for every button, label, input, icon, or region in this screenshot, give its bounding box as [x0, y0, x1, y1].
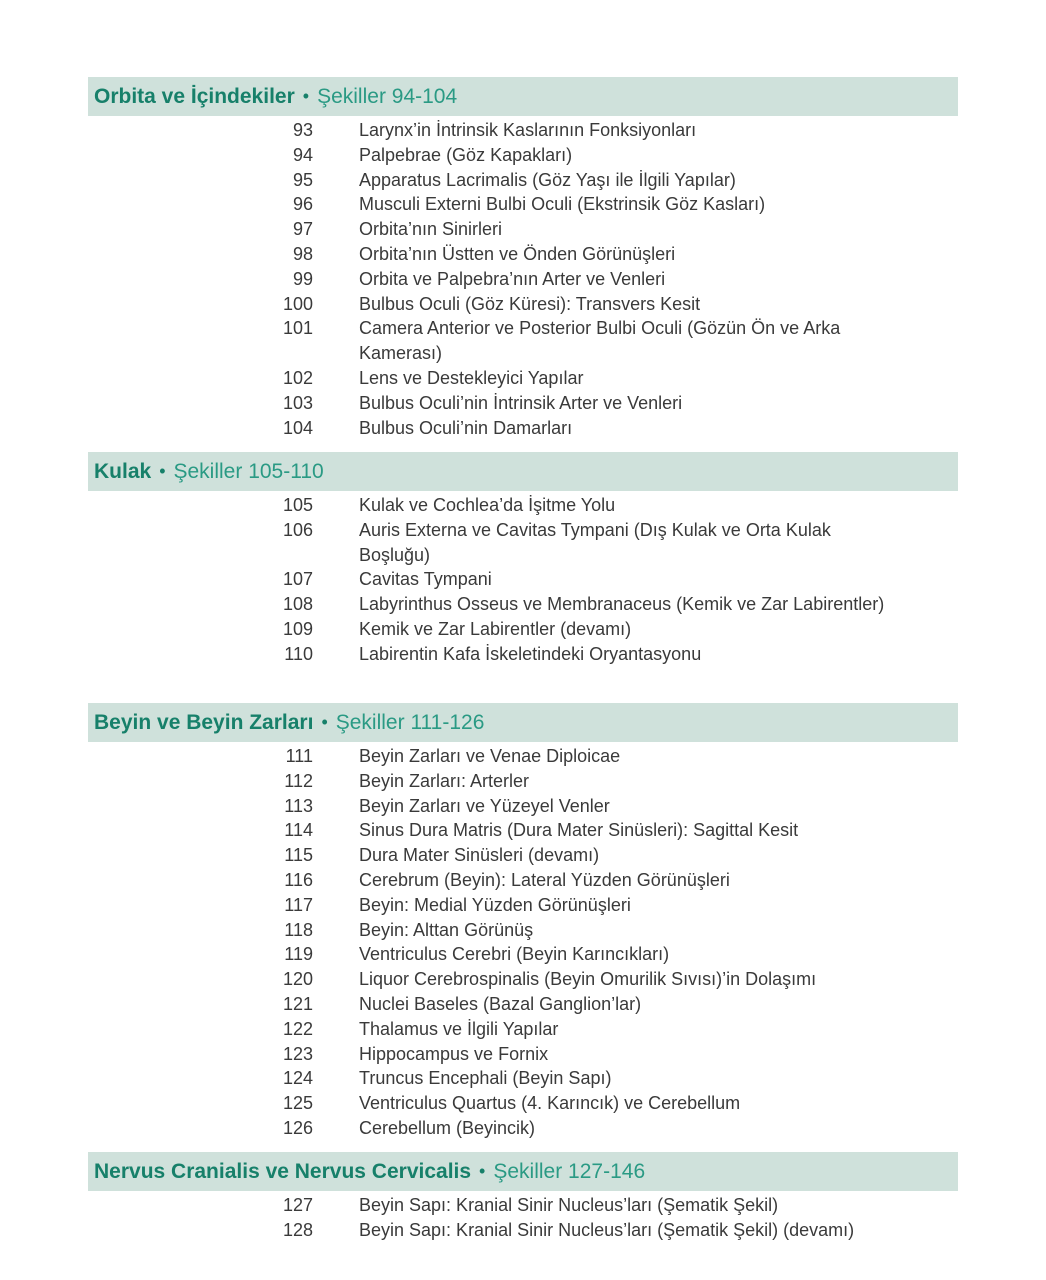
figure-title: Cerebrum (Beyin): Lateral Yüzden Görünüşleri	[359, 869, 730, 890]
bullet-separator: •	[302, 86, 310, 106]
section-entries-orbita	[0, 118, 1046, 440]
section-header-orbita	[88, 77, 958, 116]
toc-entry[interactable]	[0, 1042, 1046, 1067]
figure-title: Bulbus Oculi’nin İntrinsik Arter ve Venleri	[359, 392, 683, 413]
figure-title: Ventriculus Cerebri (Beyin Karıncıkları)	[359, 944, 670, 965]
figure-number: 121	[282, 993, 313, 1014]
bullet-separator: •	[321, 712, 328, 732]
figure-title: Beyin Zarları ve Venae Diploicae	[359, 746, 621, 766]
figure-title: Bulbus Oculi’nin Damarları	[359, 417, 573, 438]
toc-entry[interactable]	[0, 118, 1046, 143]
figure-title: Apparatus Lacrimalis (Göz Yaşı ile İlgili Yapılar)	[359, 169, 736, 190]
section-entries-kulak	[0, 493, 1046, 667]
section-figure-range: Şekiller 94-104	[317, 84, 458, 108]
figure-number: 103	[282, 392, 313, 413]
figure-number: 106	[282, 519, 313, 540]
figure-number: 107	[282, 569, 313, 590]
section-entries-beyin	[0, 744, 1046, 1141]
figure-number: 116	[284, 869, 313, 890]
section-figure-range: Şekiller 127-146	[493, 1159, 646, 1183]
figure-title: Lens ve Destekleyici Yapılar	[359, 367, 584, 388]
figure-title: Beyin: Alttan Görünüş	[359, 919, 534, 940]
toc-entry[interactable]	[0, 143, 1046, 168]
toc-entry[interactable]	[0, 769, 1046, 794]
toc-entry[interactable]	[0, 617, 1046, 642]
toc-entry[interactable]	[0, 493, 1046, 518]
section-title: Kulak	[94, 459, 152, 483]
figure-number: 128	[282, 1219, 313, 1240]
section-header-nervus	[88, 1152, 958, 1191]
toc-entry[interactable]	[0, 168, 1046, 193]
section-figure-range: Şekiller 105-110	[173, 459, 324, 483]
figure-number: 117	[284, 894, 313, 915]
figure-number: 112	[284, 770, 313, 791]
figure-number: 102	[282, 367, 313, 388]
toc-entry[interactable]	[0, 942, 1046, 967]
toc-entry[interactable]	[0, 744, 1046, 769]
section-title: Nervus Cranialis ve Nervus Cervicalis	[94, 1159, 472, 1183]
figure-number: 127	[282, 1195, 313, 1215]
toc-entry[interactable]	[0, 592, 1046, 617]
figure-title: Palpebrae (Göz Kapakları)	[359, 144, 573, 165]
figure-title: Camera Anterior ve Posterior Bulbi Oculi (Gözün Ön ve Arka Kamerası)	[359, 318, 841, 364]
figure-number: 96	[292, 194, 313, 215]
figure-number: 110	[284, 643, 313, 664]
toc-entry[interactable]	[0, 967, 1046, 992]
section-header-beyin	[88, 703, 958, 742]
section-header-kulak	[88, 452, 958, 491]
toc-entry[interactable]	[0, 192, 1046, 217]
toc-entry[interactable]	[0, 818, 1046, 843]
figure-title: Auris Externa ve Cavitas Tympani (Dış Kulak ve Orta Kulak Boşluğu)	[359, 519, 831, 565]
figure-number: 94	[292, 144, 313, 165]
figure-number: 120	[282, 969, 313, 990]
figure-title: Orbita’nın Sinirleri	[359, 219, 503, 240]
figure-title: Kemik ve Zar Labirentler (devamı)	[359, 618, 632, 639]
toc-entry[interactable]	[0, 868, 1046, 893]
figure-number: 108	[282, 594, 313, 615]
toc-entry[interactable]	[0, 992, 1046, 1017]
figure-number: 98	[292, 243, 313, 264]
figure-number: 95	[292, 169, 313, 190]
bullet-separator: •	[159, 461, 166, 481]
figure-title: Ventriculus Quartus (4. Karıncık) ve Cerebellum	[359, 1093, 741, 1114]
section-title: Beyin ve Beyin Zarları	[94, 710, 314, 734]
figure-number: 119	[284, 944, 313, 965]
figure-number: 101	[282, 318, 313, 339]
figure-title: Liquor Cerebrospinalis (Beyin Omurilik Sıvısı)’in Dolaşımı	[359, 969, 817, 990]
bullet-separator: •	[479, 1161, 486, 1181]
figure-number: 105	[282, 495, 313, 515]
figure-number: 114	[284, 820, 313, 841]
figure-title: Sinus Dura Matris (Dura Mater Sinüsleri): Sagittal Kesit	[359, 820, 799, 841]
figure-number: 109	[282, 618, 313, 639]
figure-title: Beyin Sapı: Kranial Sinir Nucleus’ları (Şematik Şekil) (devamı)	[359, 1219, 855, 1240]
figure-title: Cerebellum (Beyincik)	[359, 1117, 536, 1138]
figure-title: Orbita’nın Üstten ve Önden Görünüşleri	[359, 243, 676, 264]
figure-title: Thalamus ve İlgili Yapılar	[359, 1018, 559, 1039]
figure-title: Beyin: Medial Yüzden Görünüşleri	[359, 894, 631, 915]
figure-number: 124	[282, 1068, 313, 1089]
figure-title: Orbita ve Palpebra’nın Arter ve Venleri	[359, 268, 666, 289]
toc-entry[interactable]	[0, 1193, 1046, 1218]
figure-title: Kulak ve Cochlea’da İşitme Yolu	[359, 495, 616, 515]
toc-entry[interactable]	[0, 316, 1046, 366]
figure-number: 123	[282, 1043, 313, 1064]
figure-number: 113	[284, 795, 313, 816]
toc-entry[interactable]	[0, 1017, 1046, 1042]
figure-number: 125	[282, 1093, 313, 1114]
figure-number: 126	[282, 1117, 313, 1138]
section-entries-nervus	[0, 1193, 1046, 1243]
toc-entry[interactable]	[0, 893, 1046, 918]
toc-entry[interactable]	[0, 267, 1046, 292]
toc-entry[interactable]	[0, 518, 1046, 568]
toc-entry[interactable]	[0, 1066, 1046, 1091]
toc-entry[interactable]	[0, 567, 1046, 592]
figure-title: Beyin Zarları ve Yüzeyel Venler	[359, 795, 610, 816]
figure-title: Nuclei Baseles (Bazal Ganglion’lar)	[359, 993, 642, 1014]
figure-title: Bulbus Oculi (Göz Küresi): Transvers Kesit	[359, 293, 701, 314]
figure-number: 93	[292, 120, 313, 140]
figure-title: Truncus Encephali (Beyin Sapı)	[359, 1068, 612, 1089]
figure-title: Larynx’in İntrinsik Kaslarının Fonksiyonları	[359, 120, 697, 140]
toc-entry[interactable]	[0, 1218, 1046, 1243]
figure-number: 115	[284, 845, 313, 866]
figure-number: 100	[282, 293, 313, 314]
figure-number: 118	[284, 919, 313, 940]
toc-entry[interactable]	[0, 1116, 1046, 1141]
figure-title: Labirentin Kafa İskeletindeki Oryantasyonu	[359, 643, 702, 664]
figure-title: Labyrinthus Osseus ve Membranaceus (Kemik ve Zar Labirentler)	[359, 594, 885, 615]
toc-entry[interactable]	[0, 242, 1046, 267]
toc-entry[interactable]	[0, 843, 1046, 868]
figure-title: Cavitas Tympani	[359, 569, 492, 590]
figure-title: Hippocampus ve Fornix	[359, 1043, 549, 1064]
toc-entry[interactable]	[0, 794, 1046, 819]
toc-entry[interactable]	[0, 391, 1046, 416]
figure-title: Beyin Zarları: Arterler	[359, 770, 530, 791]
toc-entry[interactable]	[0, 416, 1046, 441]
section-title: Orbita ve İçindekiler	[94, 84, 295, 108]
figure-number: 104	[282, 417, 313, 438]
figure-number: 97	[292, 219, 313, 240]
section-figure-range: Şekiller 111-126	[335, 710, 485, 734]
figure-title: Beyin Sapı: Kranial Sinir Nucleus’ları (Şematik Şekil)	[359, 1195, 779, 1215]
toc-entry[interactable]	[0, 918, 1046, 943]
toc-entry[interactable]	[0, 366, 1046, 391]
toc-entry[interactable]	[0, 217, 1046, 242]
figure-title: Dura Mater Sinüsleri (devamı)	[359, 845, 600, 866]
figure-number: 111	[285, 746, 313, 766]
toc-entry[interactable]	[0, 642, 1046, 667]
toc-entry[interactable]	[0, 1091, 1046, 1116]
figure-number: 99	[292, 268, 313, 289]
toc-entry[interactable]	[0, 292, 1046, 317]
figure-title: Musculi Externi Bulbi Oculi (Ekstrinsik Göz Kasları)	[359, 194, 766, 215]
figure-number: 122	[282, 1018, 313, 1039]
